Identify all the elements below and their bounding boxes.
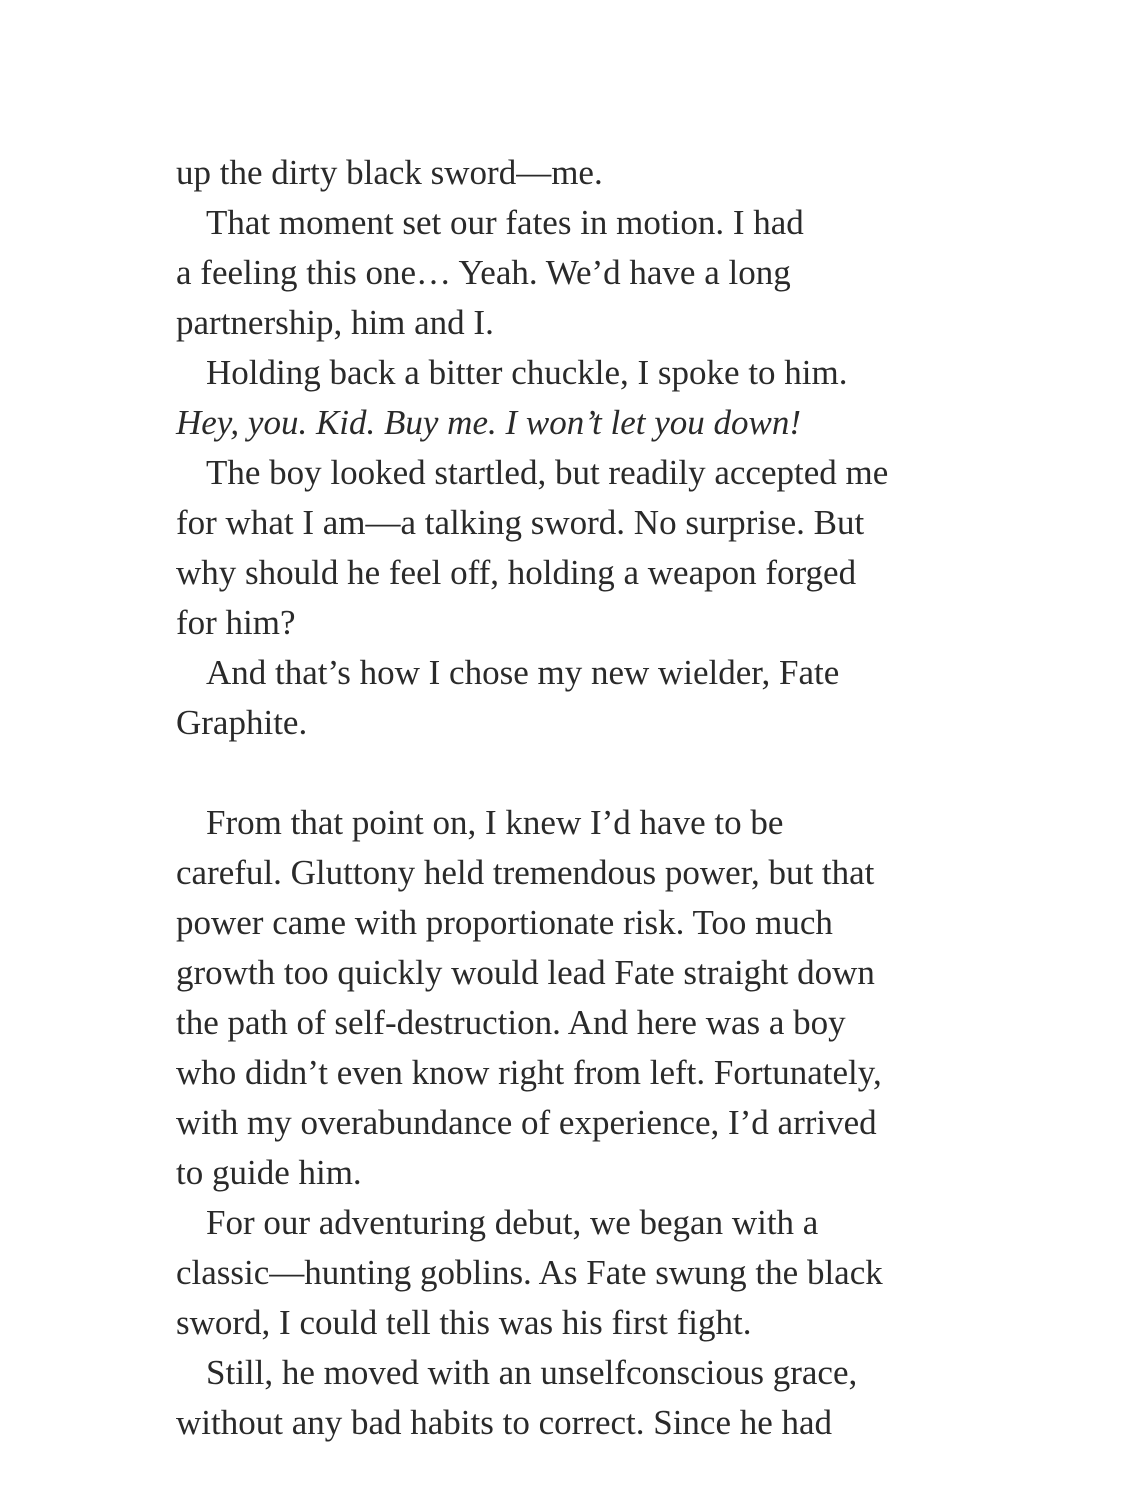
page-body-text	[176, 148, 996, 1448]
text-line: careful. Gluttony held tremendous power, but that	[176, 853, 875, 892]
text-line: with my overabundance of experience, I’d arrived	[176, 1103, 877, 1142]
text-line: For our adventuring debut, we began with a	[206, 1203, 819, 1242]
text-line-italic: Hey, you. Kid. Buy me. I won’t let you down!	[176, 403, 802, 442]
text-line: Graphite.	[176, 703, 308, 742]
section-break	[176, 748, 996, 798]
text-line: a feeling this one… Yeah. We’d have a long	[176, 253, 791, 292]
text-line: why should he feel off, holding a weapon forged	[176, 553, 857, 592]
text-line: classic—hunting goblins. As Fate swung the black	[176, 1253, 883, 1292]
text-line: partnership, him and I.	[176, 303, 494, 342]
text-line: power came with proportionate risk. Too much	[176, 903, 833, 942]
text-line: Holding back a bitter chuckle, I spoke to him.	[206, 353, 848, 392]
text-line: sword, I could tell this was his first fight.	[176, 1303, 752, 1342]
text-line: who didn’t even know right from left. Fortunately,	[176, 1053, 882, 1092]
text-line: for what I am—a talking sword. No surprise. But	[176, 503, 865, 542]
text-line: And that’s how I chose my new wielder, Fate	[206, 653, 840, 692]
text-line: to guide him.	[176, 1153, 362, 1192]
text-line: for him?	[176, 603, 296, 642]
text-line: The boy looked startled, but readily accepted me	[206, 453, 889, 492]
text-line: without any bad habits to correct. Since he had	[176, 1403, 833, 1442]
text-line: the path of self-destruction. And here was a boy	[176, 1003, 846, 1042]
text-line: Still, he moved with an unselfconscious grace,	[206, 1353, 858, 1392]
text-line: That moment set our fates in motion. I had	[206, 203, 804, 242]
text-line: up the dirty black sword—me.	[176, 153, 603, 192]
text-line: growth too quickly would lead Fate straight down	[176, 953, 875, 992]
text-line: From that point on, I knew I’d have to be	[206, 803, 784, 842]
